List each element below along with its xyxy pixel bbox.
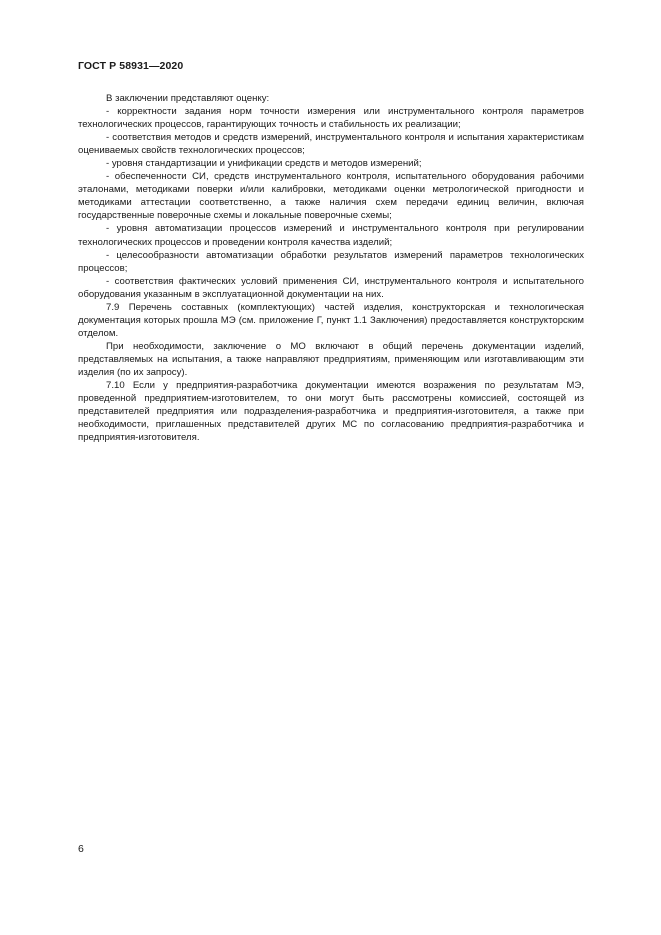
paragraph: 7.10 Если у предприятия-разработчика документации имеются возражения по результатам МЭ, проведенной предприятием-изготовителем, то они могут быть рассмотрены комиссией, состоящей из представителей предприятия или подразделения-разработчика и предприятия-изготовителя, а также при необходимости, приглашенных представителей других МС по согласованию предприятия-разработчика и предприятия-изготовителя. xyxy=(78,380,584,444)
page-number: 6 xyxy=(78,843,84,855)
paragraph: 7.9 Перечень составных (комплектующих) частей изделия, конструкторская и технологическая документация которых прошла МЭ (см. приложение Г, пункт 1.1 Заключения) предоставляется конструкторским отделом. xyxy=(78,301,584,339)
paragraph: При необходимости, заключение о МО включают в общий перечень документации изделий, представляемых на испытания, а также направляют предприятиям, применяющим или изготавливающим эти изделия (по их запросу). xyxy=(78,340,584,378)
paragraph: В заключении представляют оценку: xyxy=(106,93,270,104)
paragraph: - уровня стандартизации и унификации средств и методов измерений; xyxy=(106,158,422,170)
paragraph: - соответствия методов и средств измерений, инструментального контроля и испытания характеристикам оцениваемых свойств технологических процессов; xyxy=(78,132,584,157)
paragraph: - соответствия фактических условий применения СИ, инструментального контроля и испытательного оборудования указанным в эксплуатационной документации на них. xyxy=(78,275,584,300)
paragraph: - уровня автоматизации процессов измерений и инструментального контроля при регулировании технологических процессов и проведении контроля качества изделий; xyxy=(78,223,584,248)
paragraph: - целесообразности автоматизации обработки результатов измерений параметров технологических процессов; xyxy=(78,249,584,274)
document-body xyxy=(78,92,584,444)
paragraph: - корректности задания норм точности измерения или инструментального контроля параметров технологических процессов, гарантирующих точность и стабильность их реализации; xyxy=(78,106,584,131)
document-header: ГОСТ Р 58931—2020 xyxy=(78,60,184,72)
paragraph: - обеспеченности СИ, средств инструментального контроля, испытательного оборудования рабочими эталонами, методиками поверки и/или калибровки, методиками оценки метрологической пригодности и методиками аттестации соответственно, а также наличия схем передачи единиц величин, включая государственные поверочные схемы и локальные поверочные схемы; xyxy=(78,171,584,222)
